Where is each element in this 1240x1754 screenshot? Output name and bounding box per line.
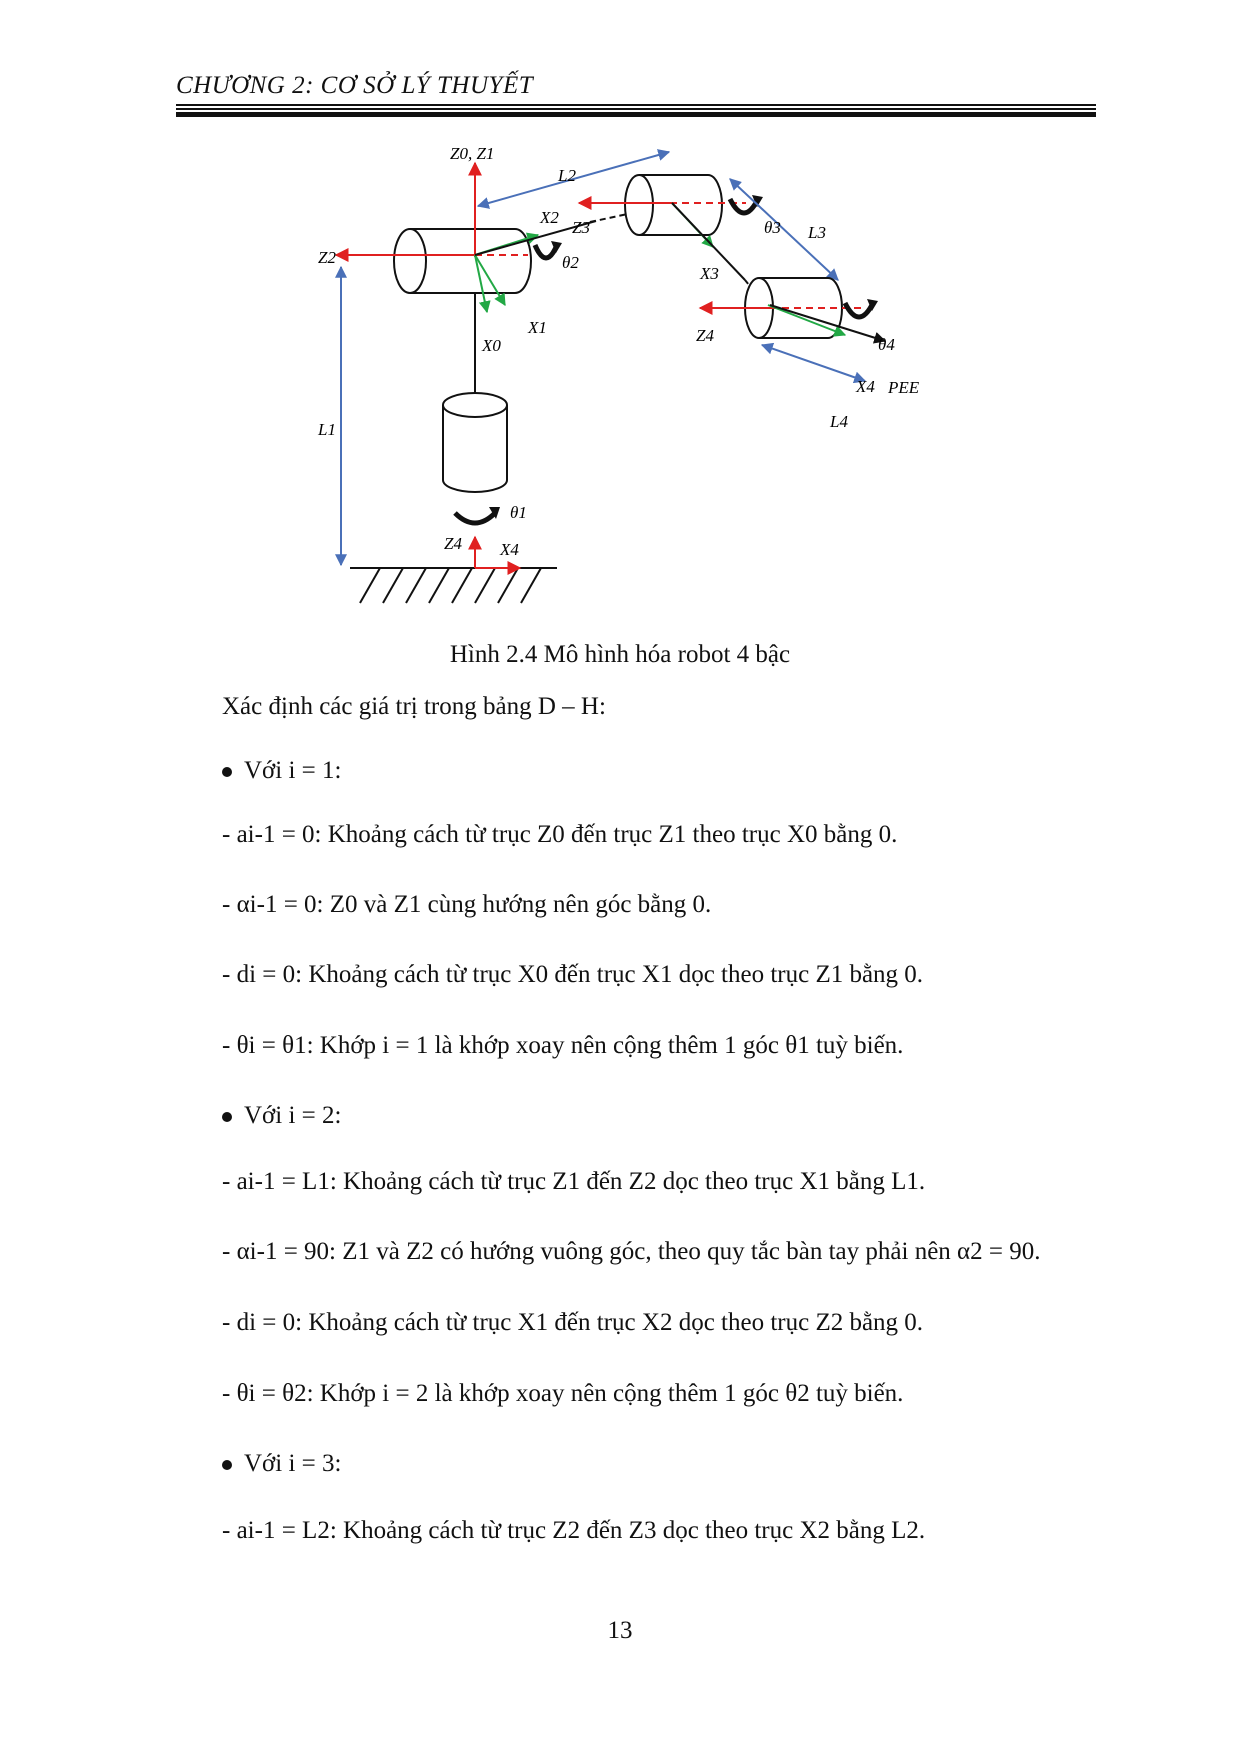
header-rule-thin-2 xyxy=(176,108,1096,110)
label-z4-joint: Z4 xyxy=(696,326,714,345)
joint2-cylinder xyxy=(394,229,531,293)
label-theta1: θ1 xyxy=(510,503,527,522)
bullet-icon xyxy=(222,1112,232,1122)
bullet-icon xyxy=(222,767,232,777)
label-l1: L1 xyxy=(318,420,336,439)
base-cylinder xyxy=(443,393,507,492)
label-l4: L4 xyxy=(830,412,848,431)
label-theta3: θ3 xyxy=(764,218,781,237)
case2-line-4: - θi = θ2: Khớp i = 2 là khớp xoay nên cộng thêm 1 góc θ2 tuỳ biến. xyxy=(222,1380,904,1407)
case3-line-1: - ai-1 = L2: Khoảng cách từ trục Z2 đến Z3 dọc theo trục X2 bằng L2. xyxy=(222,1517,926,1544)
case1-line-4: - θi = θ1: Khớp i = 1 là khớp xoay nên cộng thêm 1 góc θ1 tuỳ biến. xyxy=(222,1032,904,1059)
label-z2: Z2 xyxy=(318,248,336,267)
case1-line-3: - di = 0: Khoảng cách từ trục X0 đến trục X1 dọc theo trục Z1 bằng 0. xyxy=(222,961,924,988)
label-l2: L2 xyxy=(558,166,576,185)
chapter-header: CHƯƠNG 2: CƠ SỞ LÝ THUYẾT xyxy=(176,72,534,99)
case2-heading: Với i = 2: xyxy=(222,1102,341,1130)
header-rule-thin-1 xyxy=(176,104,1096,106)
label-x1: X1 xyxy=(528,318,547,337)
case2-line-3: - di = 0: Khoảng cách từ trục X1 đến trục X2 dọc theo trục Z2 bằng 0. xyxy=(222,1309,924,1336)
header-rule-thick xyxy=(176,112,1096,117)
ground xyxy=(350,568,557,603)
case2-line-2: - αi-1 = 90: Z1 và Z2 có hướng vuông góc, theo quy tắc bàn tay phải nên α2 = 90. xyxy=(222,1238,1041,1265)
label-l3: L3 xyxy=(808,223,826,242)
label-pee: PEE xyxy=(888,378,920,397)
figure-caption: Hình 2.4 Mô hình hóa robot 4 bậc xyxy=(449,641,791,668)
intro-text: Xác định các giá trị trong bảng D – H: xyxy=(222,693,606,720)
label-z3: Z3 xyxy=(572,218,590,237)
label-x3: X3 xyxy=(700,264,719,283)
label-x0: X0 xyxy=(482,336,501,355)
case3-heading: Với i = 3: xyxy=(222,1450,341,1478)
case2-line-1: - ai-1 = L1: Khoảng cách từ trục Z1 đến Z2 dọc theo trục X1 bằng L1. xyxy=(222,1168,926,1195)
label-theta4: θ4 xyxy=(878,335,895,354)
page-number: 13 xyxy=(607,1617,633,1644)
case1-line-2: - αi-1 = 0: Z0 và Z1 cùng hướng nên góc bằng 0. xyxy=(222,891,712,918)
label-x2: X2 xyxy=(540,208,559,227)
label-z4-base: Z4 xyxy=(444,534,462,553)
label-x4-base: X4 xyxy=(500,540,519,559)
label-x4-joint: X4 xyxy=(856,377,875,396)
case1-heading: Với i = 1: xyxy=(222,757,341,785)
bullet-icon xyxy=(222,1460,232,1470)
robot-4dof-diagram xyxy=(300,145,980,615)
label-theta2: θ2 xyxy=(562,253,579,272)
label-z0z1: Z0, Z1 xyxy=(450,145,495,163)
case1-line-1: - ai-1 = 0: Khoảng cách từ trục Z0 đến trục Z1 theo trục X0 bằng 0. xyxy=(222,821,898,848)
